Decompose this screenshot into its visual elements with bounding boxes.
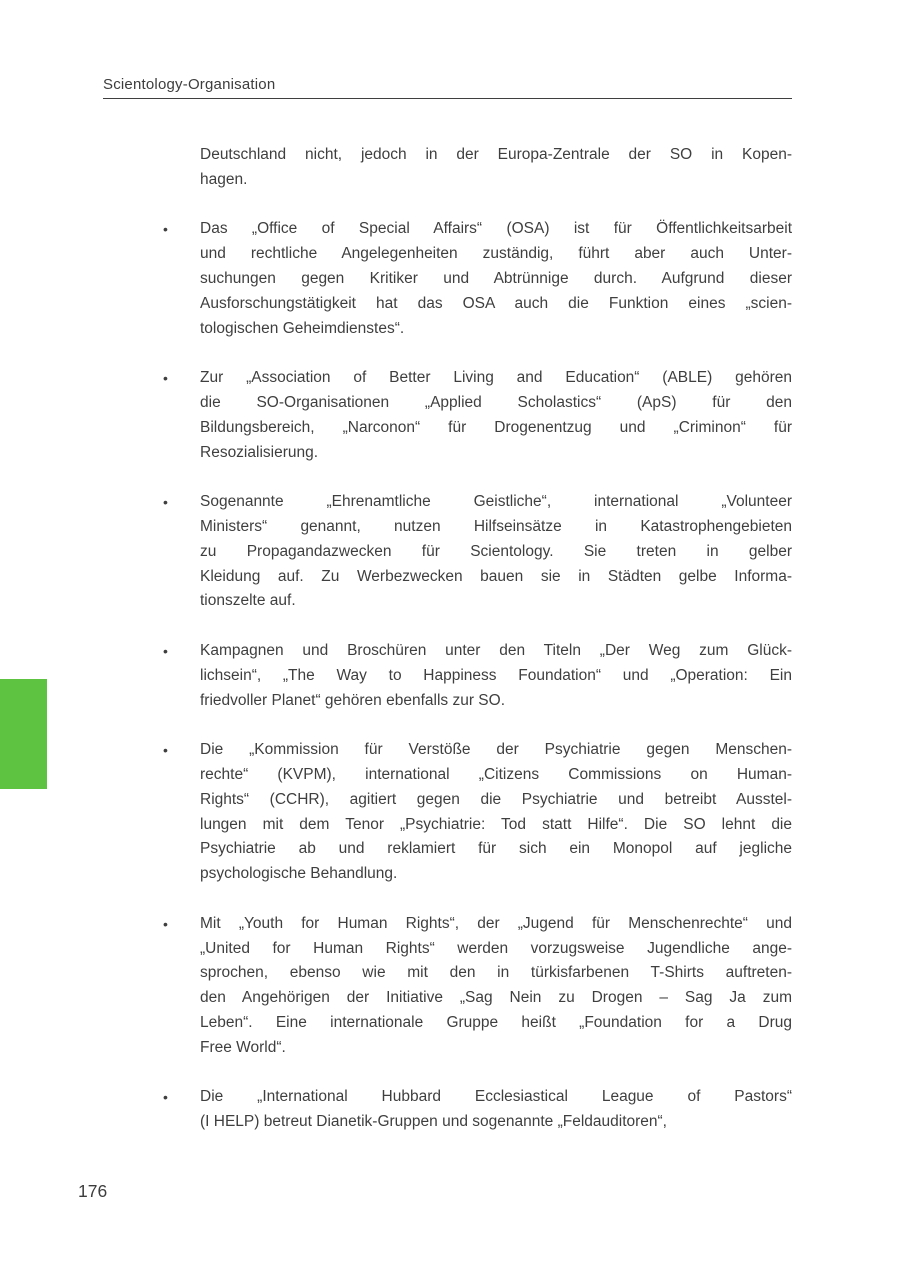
bullet-marker-icon: •	[163, 642, 168, 659]
bullet-text	[200, 738, 792, 887]
page-number: 176	[78, 1181, 108, 1201]
text-line: die SO-Organisationen „Applied Scholastics“ (ApS) für den	[200, 393, 792, 411]
text-line: suchungen gegen Kritiker und Abtrünnige durch. Aufgrund dieser	[200, 269, 792, 287]
text-line: psychologische Behandlung.	[200, 865, 398, 883]
text-line: sprochen, ebenso wie mit den in türkisfarbenen T-Shirts auftreten-	[200, 964, 792, 982]
bullet-item	[163, 912, 792, 1061]
bullet-marker-icon: •	[163, 370, 168, 387]
text-line: Das „Office of Special Affairs“ (OSA) ist für Öffentlichkeitsarbeit	[200, 220, 792, 238]
bullet-text	[200, 366, 792, 465]
bullet-text	[200, 639, 792, 713]
bullet-text	[200, 1085, 792, 1135]
text-line: „United for Human Rights“ werden vorzugsweise Jugendliche ange-	[200, 939, 792, 957]
text-line: Resozialisierung.	[200, 443, 319, 461]
text-line: Kampagnen und Broschüren unter den Titeln „Der Weg zum Glück-	[200, 641, 792, 659]
bullet-list	[163, 217, 792, 1134]
text-line: und rechtliche Angelegenheiten zuständig, führt aber auch Unter-	[200, 245, 792, 263]
bullet-text	[200, 490, 792, 614]
text-line: Ausforschungstätigkeit hat das OSA auch die Funktion eines „scien-	[200, 294, 792, 312]
text-line: Ministers“ genannt, nutzen Hilfseinsätze in Katastrophengebieten	[200, 517, 792, 535]
text-line: lichsein“, „The Way to Happiness Foundation“ und „Operation: Ein	[200, 666, 792, 684]
text-line: Free World“.	[200, 1038, 286, 1056]
text-line: Mit „Youth for Human Rights“, der „Jugend für Menschenrechte“ und	[200, 914, 792, 932]
text-line: friedvoller Planet“ gehören ebenfalls zur SO.	[200, 691, 505, 709]
header-rule	[103, 98, 792, 99]
bullet-marker-icon: •	[163, 1089, 168, 1106]
text-line: hagen.	[200, 170, 248, 188]
bullet-marker-icon: •	[163, 915, 168, 932]
text-line: zu Propagandazwecken für Scientology. Sie treten in gelber	[200, 542, 792, 560]
intro-paragraph	[200, 143, 792, 193]
bullet-item	[163, 1085, 792, 1135]
bullet-text	[200, 217, 792, 341]
text-line: Die „Kommission für Verstöße der Psychiatrie gegen Menschen-	[200, 741, 792, 759]
chapter-tab-marker	[0, 679, 47, 789]
bullet-item	[163, 738, 792, 887]
bullet-item	[163, 490, 792, 614]
bullet-item	[163, 366, 792, 465]
bullet-marker-icon: •	[163, 742, 168, 759]
bullet-marker-icon: •	[163, 494, 168, 511]
bullet-item	[163, 217, 792, 341]
text-line: tionszelte auf.	[200, 592, 296, 610]
text-line: Rights“ (CCHR), agitiert gegen die Psychiatrie und betreibt Ausstel-	[200, 790, 792, 808]
text-line: Psychiatrie ab und reklamiert für sich ein Monopol auf jegliche	[200, 840, 792, 858]
text-line: Bildungsbereich, „Narconon“ für Drogenentzug und „Criminon“ für	[200, 418, 792, 436]
bullet-text	[200, 912, 792, 1061]
text-line: rechte“ (KVPM), international „Citizens Commissions on Human-	[200, 765, 792, 783]
running-header: Scientology-Organisation	[103, 76, 276, 93]
bullet-marker-icon: •	[163, 221, 168, 238]
text-line: lungen mit dem Tenor „Psychiatrie: Tod statt Hilfe“. Die SO lehnt die	[200, 815, 792, 833]
text-line: Deutschland nicht, jedoch in der Europa-Zentrale der SO in Kopen-	[200, 146, 792, 163]
text-line: Leben“. Eine internationale Gruppe heißt „Foundation for a Drug	[200, 1013, 792, 1031]
text-line: Zur „Association of Better Living and Education“ (ABLE) gehören	[200, 369, 792, 387]
page-content	[163, 143, 792, 1135]
text-line: Kleidung auf. Zu Werbezwecken bauen sie in Städten gelbe Informa-	[200, 567, 792, 585]
text-line: den Angehörigen der Initiative „Sag Nein zu Drogen – Sag Ja zum	[200, 989, 792, 1007]
text-line: tologischen Geheimdienstes“.	[200, 319, 405, 337]
text-line: Die „International Hubbard Ecclesiastical League of Pastors“	[200, 1088, 792, 1106]
text-line: (I HELP) betreut Dianetik-Gruppen und sogenannte „Feldauditoren“,	[200, 1113, 667, 1131]
bullet-item	[163, 639, 792, 713]
text-line: Sogenannte „Ehrenamtliche Geistliche“, international „Volunteer	[200, 493, 792, 511]
